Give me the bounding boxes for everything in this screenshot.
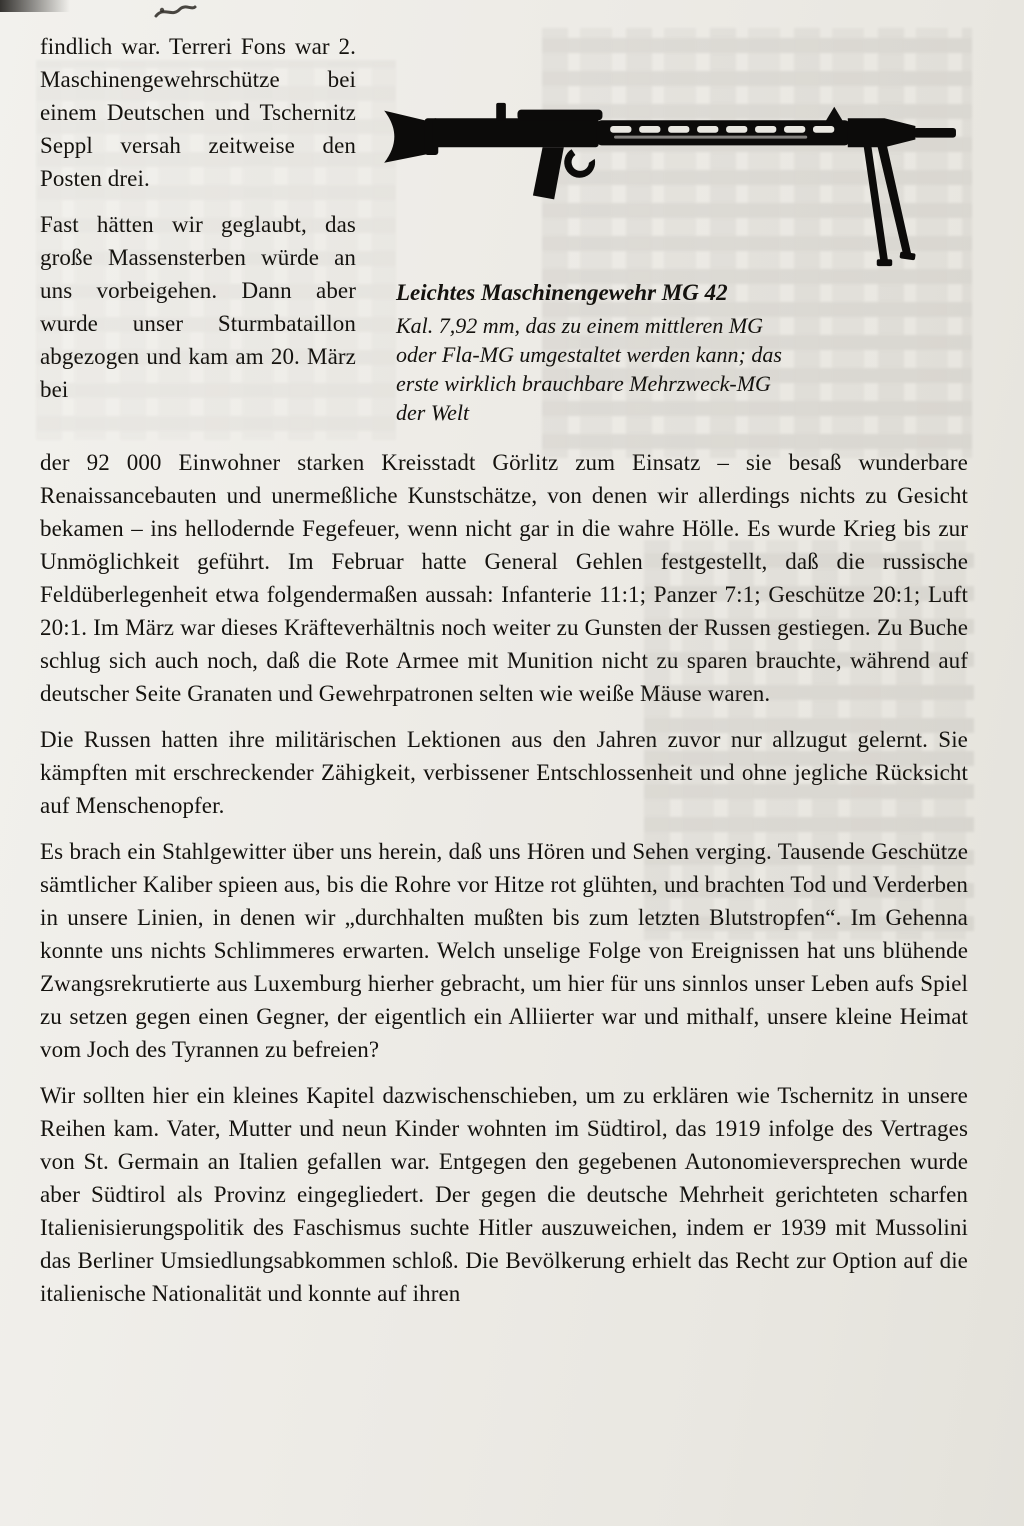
- paragraph: Wir sollten hier ein kleines Kapitel dazwischenschieben, um zu erklären wie Tschernitz in unsere Reihen kam. Vater, Mutter und neun Kinder wohnten im Südtirol, das 1919 infolge des Vertrages von St. Germain an Italien gefallen war. Entgegen den gegebenen Autonomieversprechen wurde aber Südtirol als Provinz eingegliedert. Der gegen die deutsche Mehrheit gerichteten scharfen Italienisierungspolitik des Faschismus suchte Hitler auszuweichen, indem er 1939 mit Mussolini das Berliner Umsiedlungsabkommen schloß. Die Bevölkerung erhielt das Recht zur Option auf die italienische Nationalität und konnte auf ihren: [40, 1083, 968, 1306]
- paragraph: der 92 000 Einwohner starken Kreisstadt Görlitz zum Einsatz – sie besaß wunderbare Renaissancebauten und unermeßliche Kunstschätze, von denen wir allerdings nichts zu Gesicht bekamen – ins hellodernde Fegefeuer, wenn nicht gar in die wahre Hölle. Es wurde Krieg bis zur Unmöglichkeit geführt. Im Februar hatte General Gehlen festgestellt, daß die russische Feldüberlegenheit etwa folgendermaßen aussah: Infanterie 11:1; Panzer 7:1; Geschütze 20:1; Luft 20:1. Im März war dieses Kräfteverhältnis noch weiter zu Gunsten der Russen gestiegen. Zu Buche schlug sich auch noch, daß die Rote Armee mit Munition nicht zu sparen brauchte, während auf deutscher Seite Granaten und Gewehrpatronen selten wie weiße Mäuse waren.: [40, 450, 968, 706]
- figure-caption-title: Leichtes Maschinengewehr MG 42: [396, 280, 728, 305]
- paragraph: Es brach ein Stahlgewitter über uns herein, daß uns Hören und Sehen verging. Tausende Geschütze sämtlicher Kaliber spieen aus, bis die Rohre vor Hitze rot glühten, und brachten Tod und Verderben in unsere Linien, in denen wir „durchhalten mußten bis zum letzten Blutstropfen“. Im Gehenna konnte uns nichts Schlimmeres erwarten. Welch unselige Folge von Ereignissen hat uns blühende Zwangsrekrutierte aus Luxemburg hierher gebracht, um hier für uns sinnlos unser Leben aufs Spiel zu setzen gegen einen Gegner, der eigentlich ein Alliierter war und mithalf, unsere kleine Heimat vom Joch des Tyrannen zu befreien?: [40, 839, 968, 1062]
- intro-section: [40, 30, 968, 425]
- mg42-figure: [376, 30, 968, 442]
- paragraph-continuation: findlich war. Terreri Fons war 2. Maschinengewehrschütze bei einem Deutschen und Tschernitz Seppl versah zeitweise den Posten drei.: [40, 34, 356, 191]
- figure-caption-body: Kal. 7,92 mm, das zu einem mittleren MG oder Fla-MG umgestaltet werden kann; das erste wirklich brauchbare Mehrzweck-MG der Welt: [396, 313, 782, 425]
- figure-caption: [396, 278, 788, 427]
- paragraph: Fast hätten wir geglaubt, das große Massensterben würde an uns vorbeigehen. Dann aber wurde unser Sturmbataillon abgezogen und kam am 20. März bei: [40, 212, 356, 402]
- mg42-illustration: [376, 70, 968, 268]
- ink-smudge: [152, 2, 198, 22]
- paragraph: Die Russen hatten ihre militärischen Lektionen aus den Jahren zuvor nur allzugut gelernt. Sie kämpften mit erschreckender Zähigkeit, verbissener Entschlossenheit und ohne jegliche Rücksicht auf Menschenopfer.: [40, 727, 968, 818]
- scan-edge-artifact: [0, 0, 70, 12]
